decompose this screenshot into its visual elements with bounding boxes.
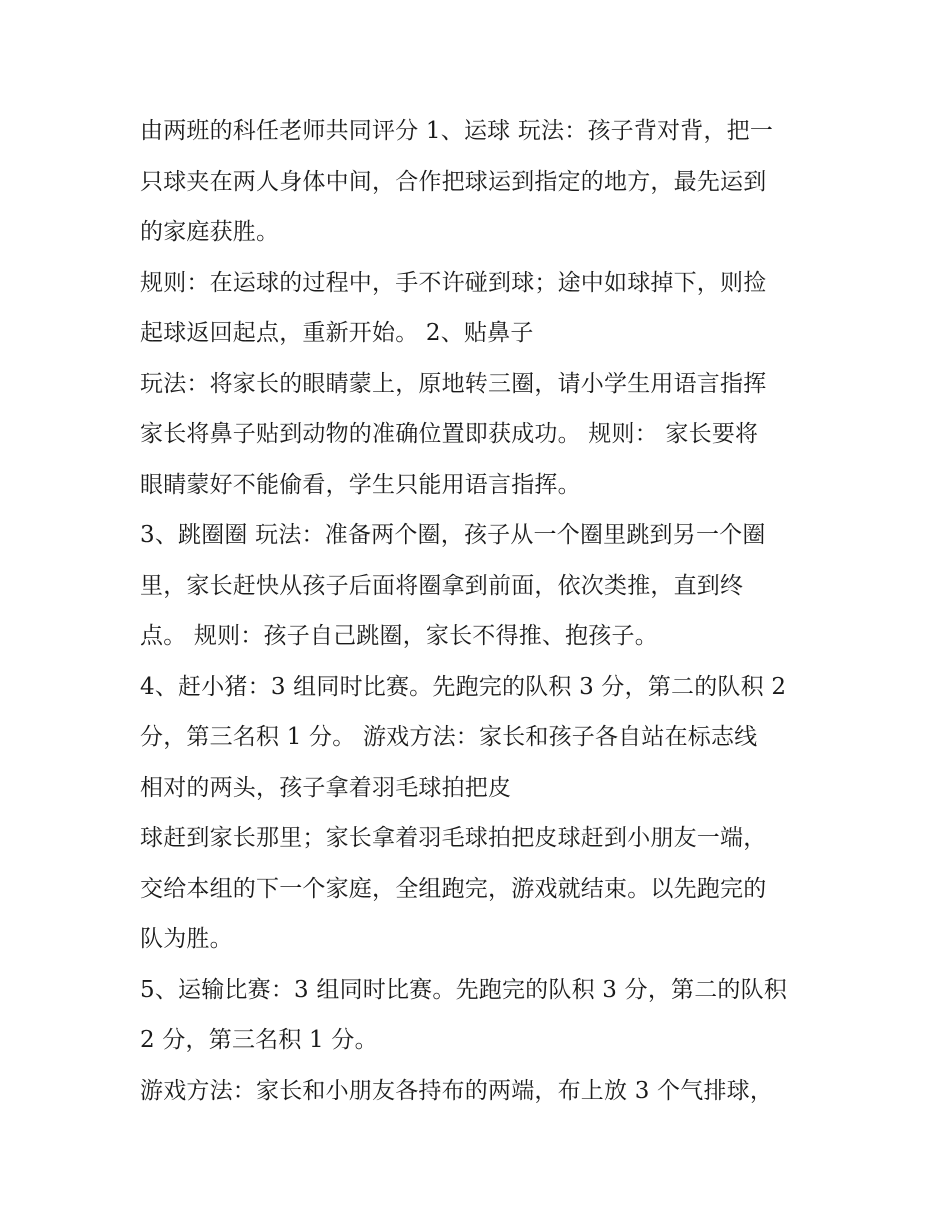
text-line: 3、跳圈圈 玩法：准备两个圈，孩子从一个圈里跳到另一个圈 (140, 522, 766, 548)
text-line: 玩法：将家长的眼睛蒙上，原地转三圈，请小学生用语言指挥 (140, 370, 767, 397)
text-line: 游戏方法：家长和小朋友各持布的两端，布上放 3 个气排球， (140, 1077, 774, 1104)
text-line: 规则：在运球的过程中，手不许碰到球；途中如球掉下，则捡 (140, 269, 767, 296)
text-line: 点。 规则：孩子自己跳圈，家长不得推、抱孩子。 (140, 623, 658, 649)
text-line: 5、运输比赛：3 组同时比赛。先跑完的队积 3 分，第二的队积 (140, 976, 788, 1003)
text-line: 只球夹在两人身体中间，合作把球运到指定的地方，最先运到 (140, 168, 767, 195)
text-line: 2 分，第三名积 1 分。 (140, 1027, 378, 1053)
text-line: 4、赶小猪：3 组同时比赛。先跑完的队积 3 分，第二的队积 2 (140, 673, 787, 700)
text-line: 里，家长赶快从孩子后面将圈拿到前面，依次类推，直到终 (140, 572, 744, 599)
text-line: 球赶到家长那里；家长拿着羽毛球拍把皮球赶到小朋友一端， (140, 825, 767, 851)
text-line: 的家庭获胜。 (140, 219, 280, 245)
text-line: 家长将鼻子贴到动物的准确位置即获成功。 规则： 家长要将 (140, 421, 759, 447)
text-line: 眼睛蒙好不能偷看，学生只能用语言指挥。 (140, 471, 581, 498)
document-body (140, 106, 820, 1116)
text-line: 队为胜。 (140, 926, 233, 952)
text-line: 相对的两头，孩子拿着羽毛球拍把皮 (140, 774, 512, 801)
text-line: 起球返回起点，重新开始。 2、贴鼻子 (140, 320, 534, 346)
text-line: 交给本组的下一个家庭，全组跑完，游戏就结束。以先跑完的 (140, 875, 767, 902)
text-line: 由两班的科任老师共同评分 1、运球 玩法：孩子背对背，把一 (140, 118, 774, 144)
text-line: 分，第三名积 1 分。 游戏方法：家长和孩子各自站在标志线 (140, 724, 758, 750)
